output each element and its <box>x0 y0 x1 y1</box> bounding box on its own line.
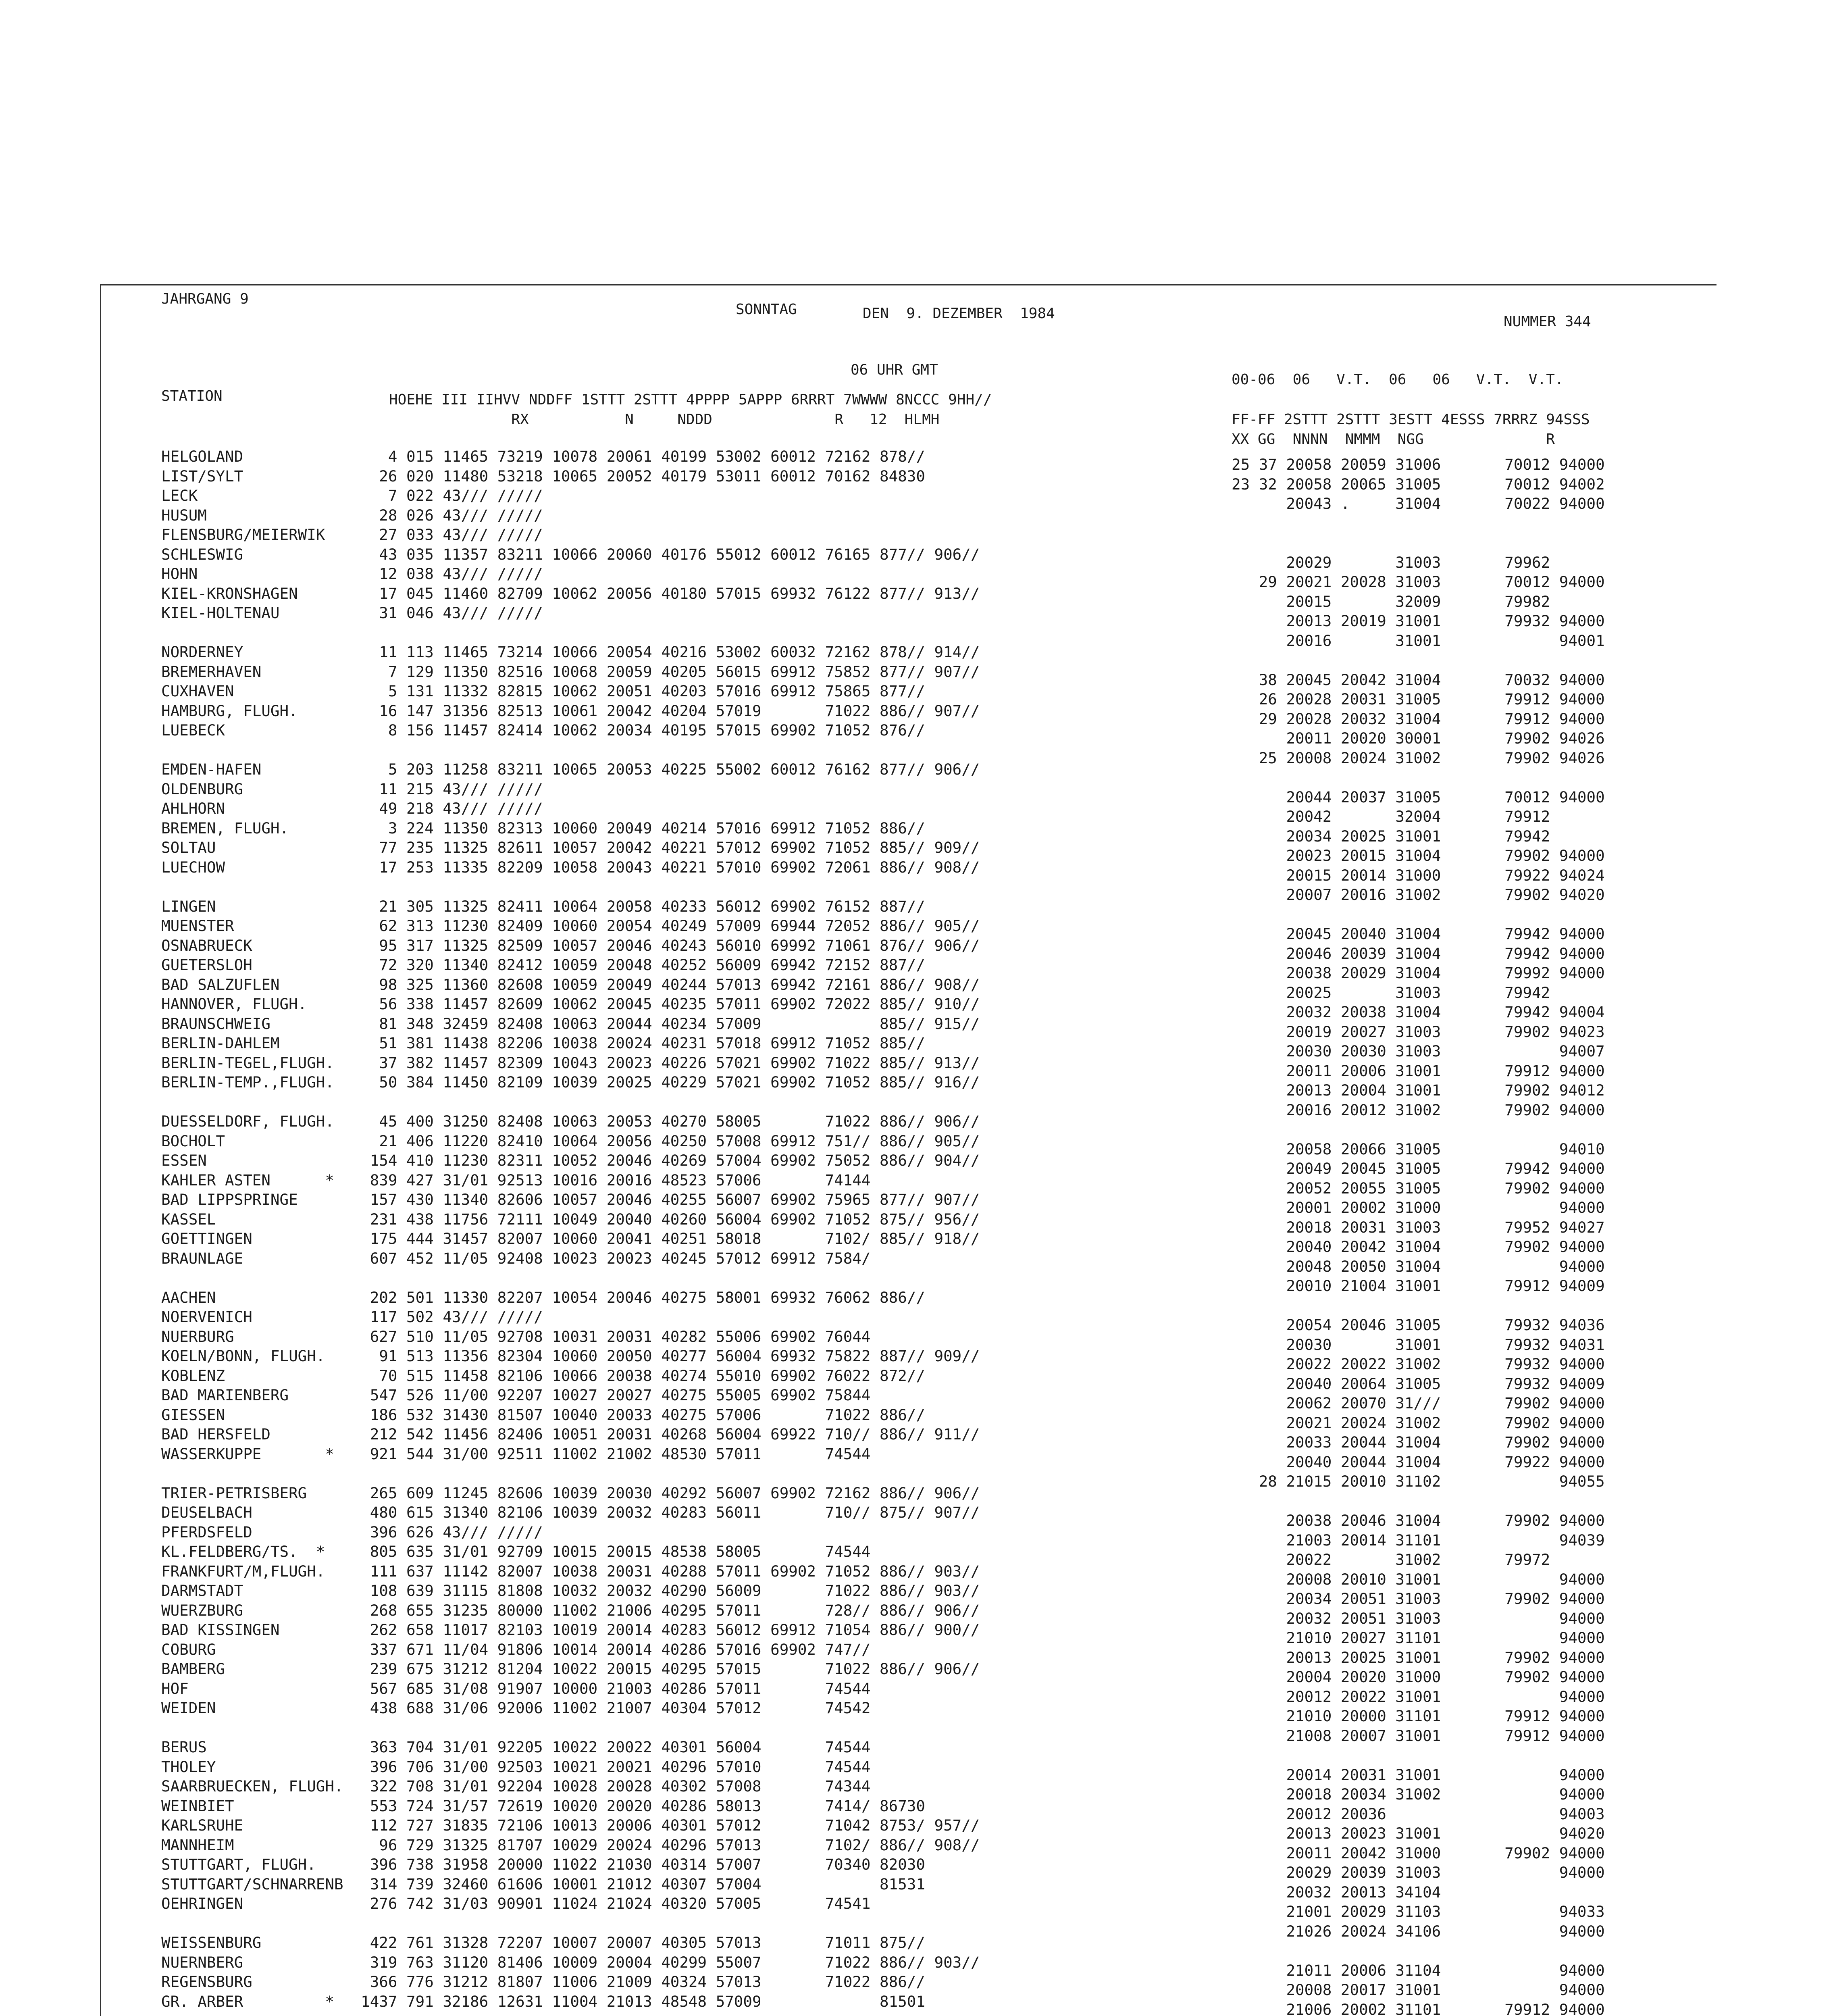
column-header-line-1: HOEHE III IIHVV NDDFF 1STTT 2STTT 4PPPP 5APPP 6RRRT 7WWWW 8NCCC 9HH// <box>389 392 992 408</box>
station-column-header: STATION <box>161 388 223 404</box>
column-header-line-2: RX N NDDD R 12 HLMH <box>389 411 940 428</box>
right-header-line-0: 00-06 06 V.T. 06 06 V.T. V.T. <box>1232 371 1564 388</box>
synop-main-block: 4 015 11465 73219 10078 20061 40199 53002 60012 72162 878// 26 020 11480 53218 10065 20052 40179 53011 60012 70162 84830 7 022 43/// ///// 28 026 43/// ///// 27 033 43/// ///// 43 035 11357 83211 10066 20060 40176 55012 60012 76165 877// 906// 12 038 43/// ///// 17 045 11460 82709 10062 20056 40180 57015 69932 76122 877// 913// 31 046 43/// ///// 11 113 11465 73214 10066 20054 40216 53002 60032 72162 878// 914// 7 129 11350 82516 10068 20059 40205 56015 69912 75852 877// 907// 5 131 11332 82815 10062 20051 40203 57016 69912 75865 877// 16 147 31356 82513 10061 20042 40204 57019 71022 886// 907// 8 156 11457 82414 10062 20034 40195 57015 69902 71052 876// 5 203 11258 83211 10065 20053 40225 55002 60012 76162 877// 906// 11 215 43/// ///// 49 218 43/// ///// 3 224 11350 82313 10060 20049 40214 57016 69912 71052 886// 77 235 11325 82611 10057 20042 40221 57012 69902 71052 885// 909// 17 253 11335 82209 10058 20043 40221 57010 69902 72061 886// 908// 21 305 11325 82411 10064 20058 40233 56012 69902 76152 887// 62 313 11230 82409 10060 20054 40249 57009 69944 72052 886// 905// 95 317 11325 82509 10057 20046 40243 56010 69992 71061 876// 906// 72 320 11340 82412 10059 20048 40252 56009 69942 72152 887// 98 325 11360 82608 10059 20049 40244 57013 69942 72161 886// 908// 56 338 11457 82609 10062 20045 40235 57011 69902 72022 885// 910// 81 348 32459 82408 10063 20044 40234 57009 885// 915// 51 381 11438 82206 10038 20024 40231 57018 69912 71052 885// 37 382 11457 82309 10043 20023 40226 57021 69902 71022 885// 913// 50 384 11450 82109 10039 20025 40229 57021 69902 71052 885// 916// 45 400 31250 82408 10063 20053 40270 58005 71022 886// 906// 21 406 11220 82410 10064 20056 40250 57008 69912 751// 886// 905// 154 410 11230 82311 10052 20046 40269 57004 69902 75052 886// 904// 839 427 31/01 92513 10016 20016 48523 57006 74144 157 430 11340 82606 10057 20046 40255 56007 69902 75965 877// 907// 231 438 11756 72111 10049 20040 40260 56004 69902 71052 875// 956// 175 444 31457 82007 10060 20041 40251 58018 7102/ 885// 918// 607 452 11/05 92408 10023 20023 40245 57012 69912 7584/ 202 501 11330 82207 10054 20046 40275 58001 69932 76062 886// 117 502 43/// ///// 627 510 11/05 92708 10031 20031 40282 55006 69902 76044 91 513 11356 82304 10060 20050 40277 56004 69932 75822 887// 909// 70 515 11458 82106 10066 20038 40274 55010 69902 76022 872// 547 526 11/00 92207 10027 20027 40275 55005 69902 75844 186 532 31430 81507 10040 20033 40275 57006 71022 886// 212 542 11456 82406 10051 20031 40268 56004 69922 710// 886// 911// 921 544 31/00 92511 11002 21002 48530 57011 74544 265 609 11245 82606 10039 20030 40292 56007 69902 72162 886// 906// 480 615 31340 82106 10039 20032 40283 56011 710// 875// 907// 396 626 43/// ///// 805 635 31/01 92709 10015 20015 48538 58005 74544 111 637 11142 82007 10038 20031 40288 57011 69902 71052 886// 903// 108 639 31115 81808 10032 20032 40290 56009 71022 886// 903// 268 655 31235 80000 11002 21006 40295 57011 728// 886// 906// 262 658 11017 82103 10019 20014 40283 56012 69912 71054 886// 900// 337 671 11/04 91806 10014 20014 40286 57016 69902 747// 239 675 31212 81204 10022 20015 40295 57015 71022 886// 906// 567 685 31/08 91907 10000 21003 40286 57011 74544 438 688 31/06 92006 11002 21007 40304 57012 74542 363 704 31/01 92205 10022 20022 40301 56004 74544 396 706 31/00 92503 10021 20021 40296 57010 74544 322 708 31/01 92204 10028 20028 40302 57008 74344 553 724 31/57 72619 10020 20020 40286 58013 7414/ 86730 112 727 31835 72106 10013 20006 40301 57012 71042 8753/ 957// 96 729 31325 81707 10029 20024 40296 57013 7102/ 886// 908// 396 738 31958 20000 11022 21030 40314 57007 70340 82030 314 739 32460 61606 10001 21012 40307 57004 81531 276 742 31/03 90901 11024 21024 40320 57005 74541 422 761 31328 72207 10007 20007 40305 57013 71011 875// 319 763 31120 81406 10009 20004 40299 55007 71022 886// 903// 366 776 31212 81807 11006 21009 40324 57013 71022 886// 1437 791 32186 12631 11004 21013 48548 57009 81501 <box>361 448 980 2010</box>
synop-right-block: 25 37 20058 20059 31006 70012 94000 23 32 20058 20065 31005 70012 94002 20043 . 31004 70022 94000 20029 31003 79962 29 20021 20028 31003 70012 94000 20015 32009 79982 20013 20019 31001 79932 94000 20016 31001 94001 38 20045 20042 31004 70032 94000 26 20028 20031 31005 79912 94000 29 20028 20032 31004 79912 94000 20011 20020 30001 79902 94026 25 20008 20024 31002 79902 94026 20044 20037 31005 70012 94000 20042 32004 79912 20034 20025 31001 79942 20023 20015 31004 79902 94000 20015 20014 31000 79922 94024 20007 20016 31002 79902 94020 20045 20040 31004 79942 94000 20046 20039 31004 79942 94000 20038 20029 31004 79992 94000 20025 31003 79942 20032 20038 31004 79942 94004 20019 20027 31003 79902 94023 20030 20030 31003 94007 20011 20006 31001 79912 94000 20013 20004 31001 79902 94012 20016 20012 31002 79902 94000 20058 20066 31005 94010 20049 20045 31005 79942 94000 20052 20055 31005 79902 94000 20001 20002 31000 94000 20018 20031 31003 79952 94027 20040 20042 31004 79902 94000 20048 20050 31004 94000 20010 21004 31001 79912 94009 20054 20046 31005 79932 94036 20030 31001 79932 94031 20022 20022 31002 79932 94000 20040 20064 31005 79932 94009 20062 20070 31/// 79902 94000 20021 20024 31002 79902 94000 20033 20044 31004 79902 94000 20040 20044 31004 79922 94000 28 21015 20010 31102 94055 20038 20046 31004 79902 94000 21003 20014 31101 94039 20022 31002 79972 20008 20010 31001 94000 20034 20051 31003 79902 94000 20032 20051 31003 94000 21010 20027 31101 94000 20013 20025 31001 79902 94000 20004 20020 31000 79902 94000 20012 20022 31001 94000 21010 20000 31101 79912 94000 21008 20007 31001 79912 94000 20014 20031 31001 94000 20018 20034 31002 94000 20012 20036 94003 20013 20023 31001 94020 20011 20042 31000 79902 94000 20029 20039 31003 94000 20032 20013 34104 21001 20029 31103 94033 21026 20024 34106 94000 21011 20006 31104 94000 20008 20017 31001 94000 21006 20002 31101 79912 94000 <box>1232 456 1605 2016</box>
jahrgang-label: JAHRGANG 9 <box>161 291 249 307</box>
right-header-line-1: FF-FF 2STTT 2STTT 3ESTT 4ESSS 7RRRZ 94SSS <box>1232 411 1590 428</box>
issue-number: NUMMER 344 <box>1504 313 1591 330</box>
observation-time: 06 UHR GMT <box>851 362 938 378</box>
weekday-label: SONNTAG <box>736 301 797 318</box>
date-label: DEN 9. DEZEMBER 1984 <box>863 305 1055 322</box>
station-list: HELGOLAND LIST/SYLT LECK HUSUM FLENSBURG/MEIERWIK SCHLESWIG HOHN KIEL-KRONSHAGEN KIEL-HOLTENAU NORDERNEY BREMERHAVEN CUXHAVEN HAMBURG, FLUGH. LUEBECK EMDEN-HAFEN OLDENBURG AHLHORN BREMEN, FLUGH. SOLTAU LUECHOW LINGEN MUENSTER OSNABRUECK GUETERSLOH BAD SALZUFLEN HANNOVER, FLUGH. BRAUNSCHWEIG BERLIN-DAHLEM BERLIN-TEGEL,FLUGH. BERLIN-TEMP.,FLUGH. DUESSELDORF, FLUGH. BOCHOLT ESSEN KAHLER ASTEN * BAD LIPPSPRINGE KASSEL GOETTINGEN BRAUNLAGE AACHEN NOERVENICH NUERBURG KOELN/BONN, FLUGH. KOBLENZ BAD MARIENBERG GIESSEN BAD HERSFELD WASSERKUPPE * TRIER-PETRISBERG DEUSELBACH PFERDSFELD KL.FELDBERG/TS. * FRANKFURT/M,FLUGH. DARMSTADT WUERZBURG BAD KISSINGEN COBURG BAMBERG HOF WEIDEN BERUS THOLEY SAARBRUECKEN, FLUGH. WEINBIET KARLSRUHE MANNHEIM STUTTGART, FLUGH. STUTTGART/SCHNARRENB OEHRINGEN WEISSENBURG NUERNBERG REGENSBURG GR. ARBER * <box>161 448 343 2010</box>
right-header-line-2: XX GG NNNN NMMM NGG R <box>1232 431 1555 448</box>
